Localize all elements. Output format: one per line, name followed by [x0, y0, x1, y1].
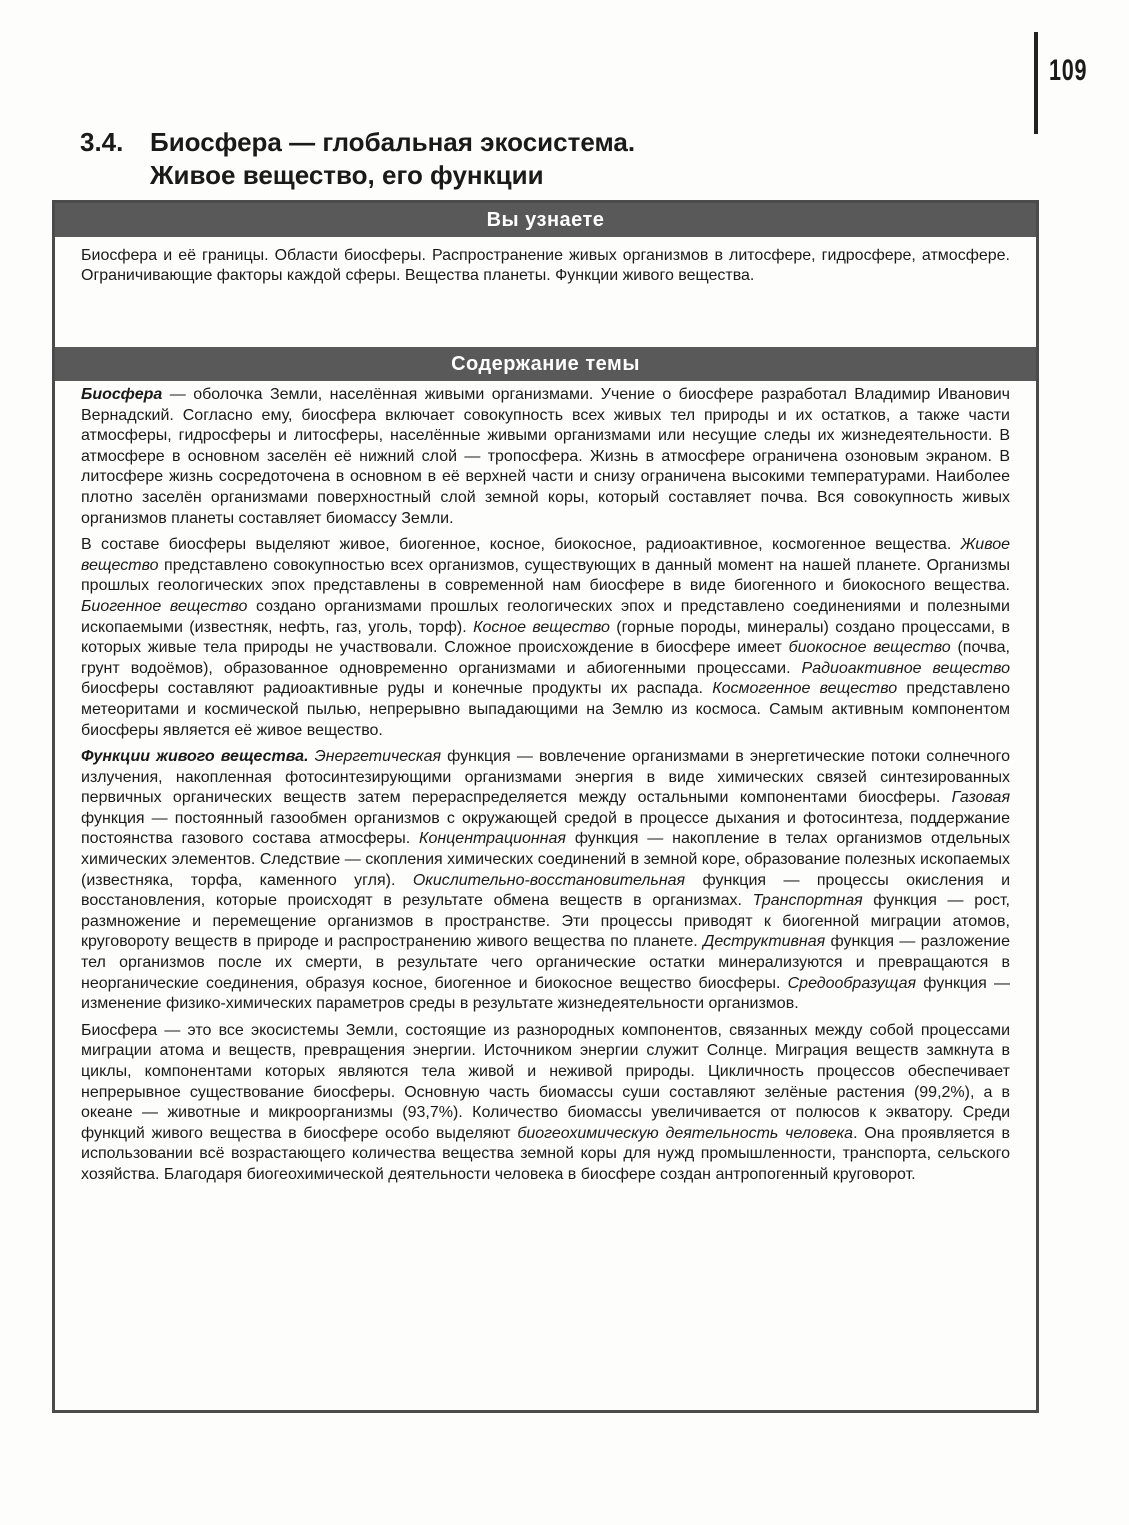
- text-span: представлено совокупностью всех организмов, существующих в данный момент на нашей планете. Организмы прошлых геологических эпох представлены в современной нам биосфере в виде биогенного и биокосного вещества.: [81, 556, 1010, 595]
- text-span: биосферы составляют радиоактивные руды и конечные продукты их распада.: [81, 680, 713, 698]
- learn-text: Биосфера и её границы. Области биосферы. Распространение живых организмов в литосфере, гидросфере, атмосфере. Ограничивающие факторы каждой сферы. Вещества планеты. Функции живого вещества.: [81, 247, 1010, 284]
- title-line-2: Живое вещество, его функции: [150, 160, 544, 190]
- term-span: Концентрационная: [419, 830, 566, 848]
- text-span: Биосфера — это все экосистемы Земли, состоящие из разнородных компонентов, связанных между собой процессами миграции атома и веществ, превращения энергии. Источником энергии служит Солнце. Миграция веществ замкнута в циклы, компонентами которых являются тела живой и неживой природы. Цикличность процессов обеспечивает непрерывное существование биосферы. Основную часть биомассы суши составляют зелёные растения (99,2%), а в океане — животные и микроорганизмы (93,7%). Количество биомассы увеличивается от полюсов к экватору. Среди функций живого вещества в биосфере особо выделяют: [81, 1021, 1010, 1142]
- paragraph-functions: [81, 747, 1010, 1015]
- content-heading: Содержание темы: [55, 347, 1036, 381]
- text-span: функция — постоянный газообмен организмов с окружающей средой в процессе дыхания и фотосинтеза, поддержание постоянства газового состава атмосферы.: [81, 809, 1010, 848]
- term-span: биокосное вещество: [788, 639, 951, 657]
- term-span: Окислительно-восстановительная: [412, 871, 686, 889]
- text-span: создано организмами прошлых геологических эпох и представлено соединениями и полезными ископаемыми (известняк, нефть, газ, уголь, торф).: [81, 597, 1010, 636]
- term-span: Газовая: [951, 789, 1010, 807]
- learn-heading: Вы узнаете: [55, 203, 1036, 237]
- term-biosphere: Биосфера: [81, 386, 163, 403]
- term-span: Транспортная: [752, 892, 863, 910]
- section-title: [80, 126, 635, 192]
- paragraph-substances: [81, 535, 1010, 741]
- text-span: функция — накопление в телах организмов отдельных химических элементов. Следствие — скопления химических соединений в земной коре, образование полезных ископаемых (известняка, торфа, каменного угля).: [81, 830, 1010, 889]
- term-span: Радиоактивное вещество: [801, 659, 1010, 677]
- paragraph-biosphere: [81, 385, 1010, 529]
- text-span: функция — разложение тел организмов после их смерти, в результате чего органические остатки минерализуются и превращаются в неорганические соединения, образуя косное, биогенное и биокосное вещество биосферы.: [81, 933, 1011, 992]
- text-span: функция — рост, размножение и перемещение организмов в пространстве. Эти процессы приводят к биогенной миграции атомов, круговороту веществ в природе и распространению живого вещества по планете.: [81, 892, 1011, 951]
- page-number-rule: [1034, 32, 1038, 134]
- title-line-1: Биосфера — глобальная экосистема.: [150, 127, 636, 157]
- content-body: [55, 381, 1036, 1186]
- text-span: . Она проявляется в использовании всё возрастающего количества вещества земной коры для нужд промышленности, транспорта, сельского хозяйства. Благодаря биогеохимической деятельности человека в биосфере создан антропогенный круговорот.: [81, 1124, 1011, 1183]
- topic-frame: [52, 200, 1039, 1413]
- term-span: Живое вещество: [81, 536, 1010, 574]
- section-number: 3.4.: [80, 127, 124, 157]
- paragraph-ecosystems: [81, 1021, 1010, 1186]
- term-span: Энергетическая: [314, 748, 442, 766]
- term-span: Биогенное вещество: [81, 597, 248, 615]
- term-span: Космогенное вещество: [712, 680, 898, 698]
- page-number: 109: [1049, 54, 1088, 87]
- text-span: функция — процессы окисления и восстановления, которые происходят в результате обмена веществ в организмах.: [81, 871, 1011, 910]
- text-span: В составе биосферы выделяют живое, биогенное, косное, биокосное, радиоактивное, космогенное вещества.: [81, 536, 961, 554]
- text-span: функция — изменение физико-химических параметров среды в результате жизнедеятельности организмов.: [81, 974, 1011, 1013]
- text-span: (горные породы, минералы) создано процессами, в которых живые тела природы не участвовали. Сложное происхождение в биосфере имеет: [81, 618, 1011, 657]
- text-span: функция — вовлечение организмами в энергетические потоки солнечного излучения, накопленная фотосинтезирующими организмами энергия в виде химических связей синтезированных первичных органических веществ затем перераспределяется между остальными компонентами биосферы.: [81, 748, 1011, 807]
- text-span: — оболочка Земли, населённая живыми организмами. Учение о биосфере разработал Владимир Иванович Вернадский. Согласно ему, биосфера включает совокупность всех живых тел природы и их остатков, а также части атмосферы, гидросферы и литосферы, населённые живыми организмами или несущие следы их жизнедеятельности. В атмосфере в основном заселён её нижний слой — тропосфера. Жизнь в атмосфере ограничена озоновым экраном. В литосфере жизнь сосредоточена в основном в её верхней части и снизу ограничена высокими температурами. Наиболее плотно заселён организмами поверхностный слой земной коры, который составляет почва. Вся совокупность живых организмов планеты составляет биомассу Земли.: [81, 386, 1010, 527]
- term-span: биогеохимическую деятельность человека: [517, 1124, 854, 1142]
- term-span: Деструктивная: [703, 933, 826, 951]
- term-span: Косное вещество: [473, 618, 610, 636]
- term-functions: Функции живого вещества.: [81, 748, 309, 766]
- text-span: представлено метеоритами и космической пылью, непрерывно выпадающими на Землю из космоса. Самым активным компонентом биосферы является её живое вещество.: [81, 680, 1010, 739]
- text-span: (почва, грунт водоёмов), образованное одновременно организмами и абиогенными процессами.: [81, 639, 1011, 677]
- term-span: Средообразущая: [787, 974, 917, 992]
